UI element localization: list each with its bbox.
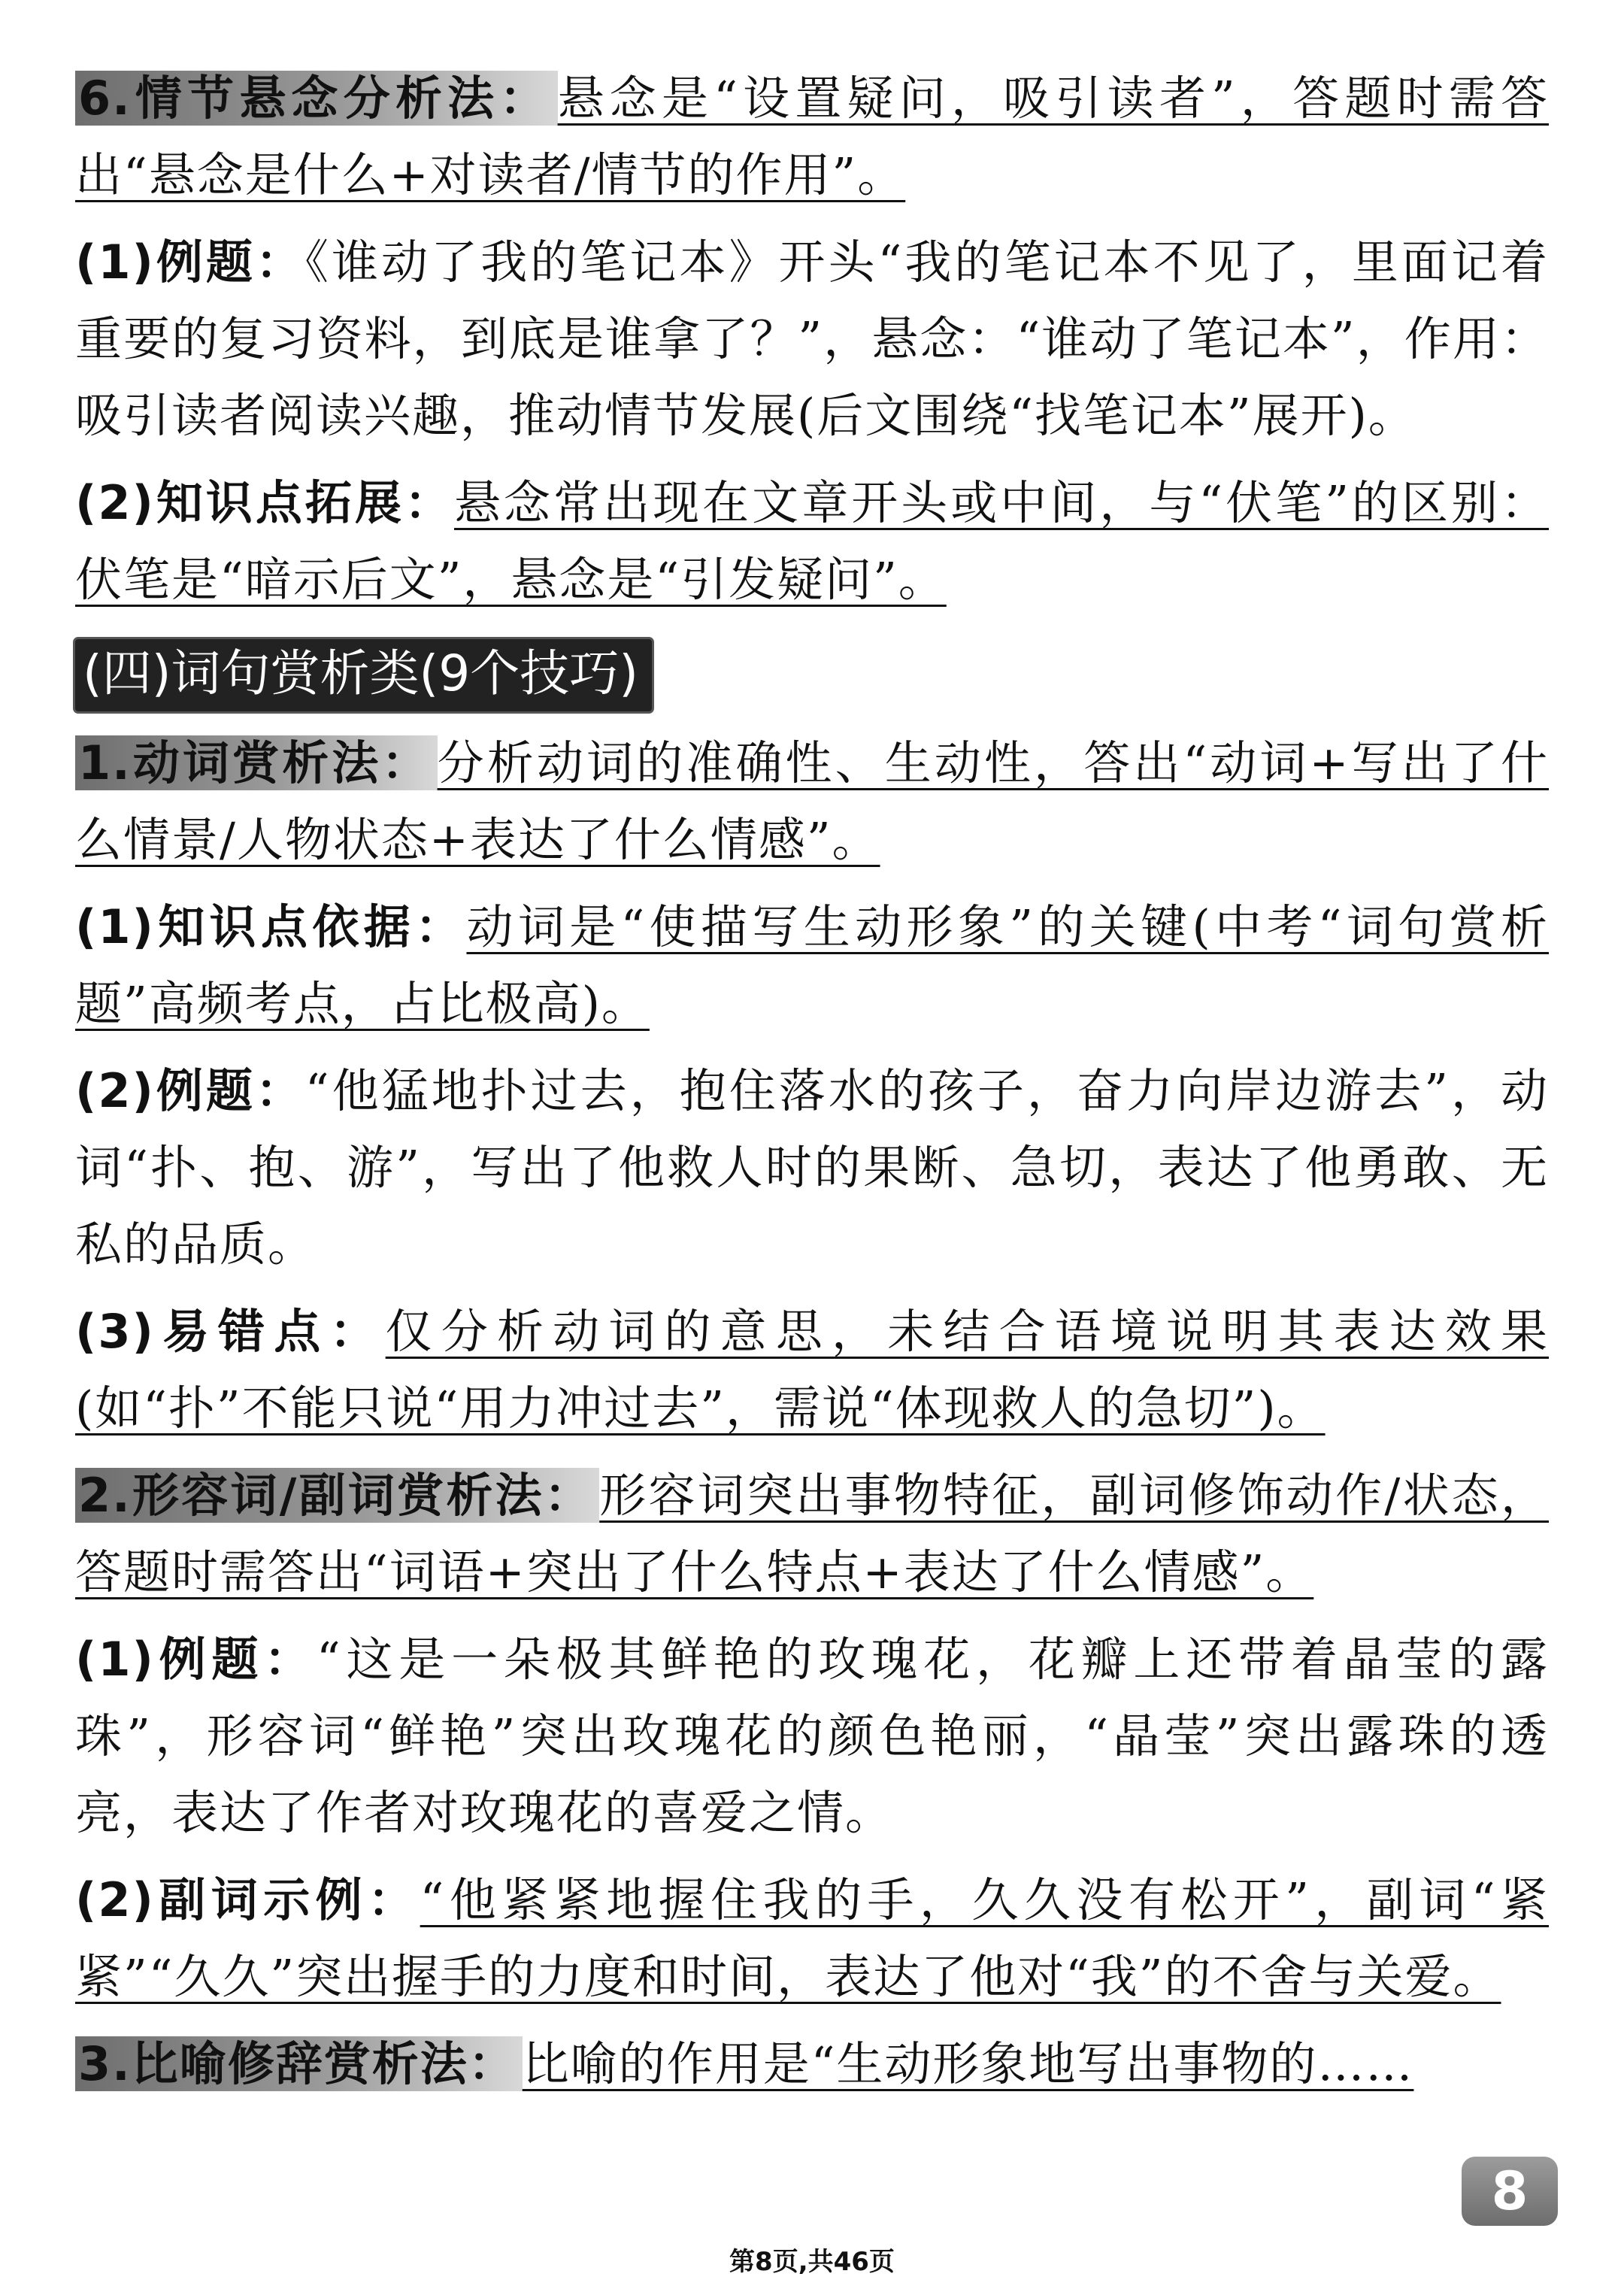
section-heading: (四)词句赏析类(9个技巧)	[75, 639, 652, 711]
paragraph-pitfall	[75, 1293, 1549, 1447]
paragraph-example	[75, 224, 1549, 454]
item-label: (3)易错点：	[75, 1304, 386, 1359]
item-label: (1)知识点依据：	[75, 899, 467, 954]
item-label: (2)副词示例：	[75, 1872, 420, 1927]
item-text: 《谁动了我的笔记本》开头“我的笔记本不见了，里面记着重要的复习资料，到底是谁拿了？”，悬念：“谁动了笔记本”，作用：吸引读者阅读兴趣，推动情节发展(后文围绕“找笔记本”展开)。	[75, 235, 1550, 443]
method-description: 比喻的作用是“生动形象地写出事物的……	[522, 2036, 1414, 2091]
page-footer: 第8页,共46页	[729, 2247, 895, 2277]
paragraph-extension	[75, 465, 1549, 618]
item-label: (2)例题：	[75, 1063, 305, 1118]
method-description: 形容词突出事物特征，副词修饰动作/状态，答题时需答出“词语+突出了什么特点+表达了什么情感”。	[75, 1468, 1549, 1599]
document-body	[75, 60, 1549, 2113]
paragraph-verb-method	[75, 725, 1549, 878]
method-heading: 2.形容词/副词赏析法：	[75, 1468, 599, 1523]
item-text: 悬念常出现在文章开头或中间，与“伏笔”的区别：伏笔是“暗示后文”，悬念是“引发疑问”。	[75, 475, 1550, 607]
paragraph-metaphor-method	[75, 2026, 1549, 2102]
item-label: (1)例题：	[75, 235, 306, 290]
method-heading: 1.动词赏析法：	[75, 735, 438, 790]
paragraph-adjective-method	[75, 1457, 1549, 1611]
page-number-badge: 8	[1462, 2157, 1558, 2226]
item-text: 仅分析动词的意思，未结合语境说明其表达效果(如“扑”不能只说“用力冲过去”，需说“体现救人的急切”)。	[75, 1304, 1549, 1436]
paragraph-adverb-example	[75, 1862, 1549, 2015]
item-text: “他猛地扑过去，抱住落水的孩子，奋力向岸边游去”，动词“扑、抱、游”，写出了他救人时的果断、急切，表达了他勇敢、无私的品质。	[75, 1063, 1549, 1272]
paragraph-example	[75, 1053, 1549, 1283]
item-text: 动词是“使描写生动形象”的关键(中考“词句赏析题”高频考点，占比极高)。	[75, 899, 1550, 1031]
method-heading: 6.情节悬念分析法：	[75, 71, 558, 126]
item-label: (1)例题：	[75, 1632, 317, 1687]
method-description: 分析动词的准确性、生动性，答出“动词+写出了什么情景/人物状态+表达了什么情感”。	[75, 735, 1549, 867]
paragraph-plot-suspense	[75, 60, 1549, 214]
method-heading: 3.比喻修辞赏析法：	[75, 2036, 523, 2091]
item-text: “这是一朵极其鲜艳的玫瑰花，花瓣上还带着晶莹的露珠”，形容词“鲜艳”突出玫瑰花的颜色艳丽，“晶莹”突出露珠的透亮，表达了作者对玫瑰花的喜爱之情。	[75, 1632, 1549, 1840]
item-text: “他紧紧地握住我的手，久久没有松开”，副词“紧紧”“久久”突出握手的力度和时间，表达了他对“我”的不舍与关爱。	[75, 1872, 1550, 2004]
item-label: (2)知识点拓展：	[75, 475, 455, 530]
paragraph-example	[75, 1621, 1549, 1851]
paragraph-basis	[75, 889, 1549, 1042]
method-description: 悬念是“设置疑问，吸引读者”，答题时需答出“悬念是什么+对读者/情节的作用”。	[75, 71, 1549, 202]
